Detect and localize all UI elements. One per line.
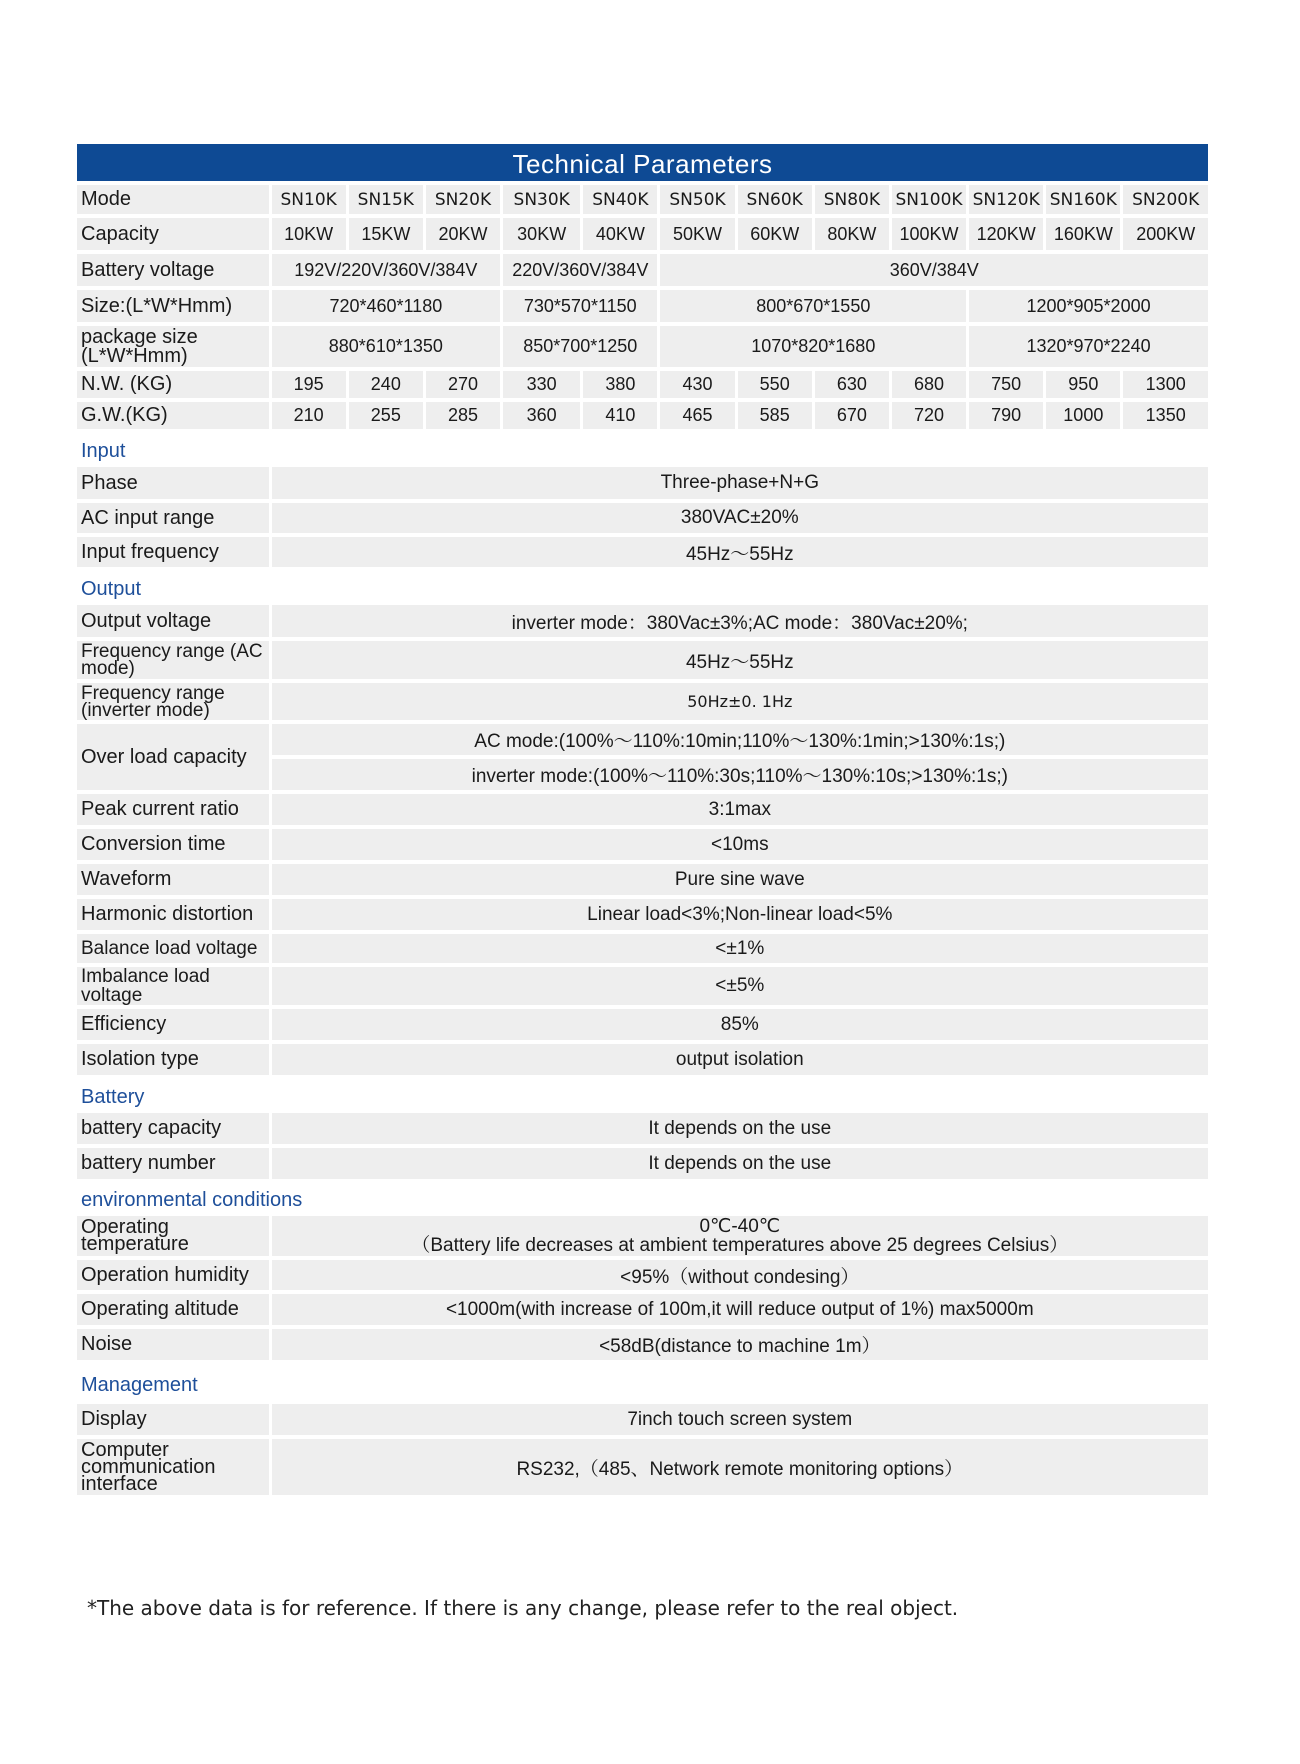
temperature-note: （Battery life decreases at ambient temperatures above 25 degrees Celsius）	[411, 1235, 1069, 1256]
communication-interface-label: Computer communication interface	[77, 1439, 269, 1495]
spec-row	[77, 1294, 1208, 1325]
environment-section-row	[77, 1183, 1208, 1212]
management-section-row	[77, 1364, 1208, 1400]
isolation-type-value: output isolation	[272, 1044, 1208, 1075]
footnote: *The above data is for reference. If there is any change, please refer to the real object.	[87, 1596, 959, 1620]
output-section-row	[77, 571, 1208, 601]
nw-cell: 380	[583, 371, 657, 398]
capacity-cell: 60KW	[738, 218, 812, 250]
overload-label: Over load capacity	[77, 724, 269, 790]
peak-current-label: Peak current ratio	[77, 794, 269, 825]
battery-voltage-label: Battery voltage	[77, 254, 269, 286]
package-size-label: package size (L*W*Hmm)	[77, 326, 269, 367]
imbalance-load-value: <±5%	[272, 967, 1208, 1005]
battery-capacity-label: battery capacity	[77, 1113, 269, 1144]
spec-row	[77, 503, 1208, 533]
nw-cell: 680	[892, 371, 966, 398]
input-frequency-label: Input frequency	[77, 537, 269, 567]
gw-cell: 1000	[1046, 402, 1120, 429]
spec-row	[77, 1044, 1208, 1075]
spec-row	[77, 967, 1208, 1005]
balance-load-label: Balance load voltage	[77, 934, 269, 963]
model-cell: SN100K	[892, 185, 966, 214]
output-voltage-label: Output voltage	[77, 605, 269, 637]
nw-cell: 1300	[1123, 371, 1208, 398]
peak-current-value: 3:1max	[272, 794, 1208, 825]
nw-cell: 240	[349, 371, 423, 398]
efficiency-label: Efficiency	[77, 1009, 269, 1040]
noise-value: <58dB(distance to machine 1m）	[272, 1329, 1208, 1360]
size-cell: 1200*905*2000	[969, 290, 1208, 322]
page-title: Technical Parameters	[77, 144, 1208, 181]
capacity-cell: 15KW	[349, 218, 423, 250]
spec-row	[77, 899, 1208, 930]
battery-number-label: battery number	[77, 1148, 269, 1179]
model-cell: SN15K	[349, 185, 423, 214]
size-label: Size:(L*W*Hmm)	[77, 290, 269, 322]
battery-number-value: It depends on the use	[272, 1148, 1208, 1179]
nw-cell: 270	[426, 371, 500, 398]
management-heading: Management	[77, 1364, 1208, 1400]
isolation-type-label: Isolation type	[77, 1044, 269, 1075]
ac-input-range-value: 380VAC±20%	[272, 503, 1208, 533]
spec-row	[77, 605, 1208, 637]
imbalance-load-label: Imbalance load voltage	[77, 967, 269, 1005]
gw-cell: 790	[969, 402, 1043, 429]
capacity-cell: 40KW	[583, 218, 657, 250]
model-cell: SN80K	[815, 185, 889, 214]
spec-row	[77, 934, 1208, 963]
model-cell: SN120K	[969, 185, 1043, 214]
conversion-time-value: <10ms	[272, 829, 1208, 860]
size-cell: 800*670*1550	[660, 290, 966, 322]
model-cell: SN160K	[1046, 185, 1120, 214]
model-cell: SN40K	[583, 185, 657, 214]
model-cell: SN50K	[660, 185, 734, 214]
display-label: Display	[77, 1404, 269, 1435]
harmonic-distortion-label: Harmonic distortion	[77, 899, 269, 930]
gw-cell: 360	[503, 402, 580, 429]
mode-label: Mode	[77, 185, 269, 214]
gw-row	[77, 402, 1208, 429]
nw-cell: 550	[738, 371, 812, 398]
efficiency-value: 85%	[272, 1009, 1208, 1040]
model-cell: SN30K	[503, 185, 580, 214]
spec-row	[77, 829, 1208, 860]
nw-cell: 950	[1046, 371, 1120, 398]
communication-interface-value: RS232,（485、Network remote monitoring options）	[272, 1439, 1208, 1495]
spec-row	[77, 1009, 1208, 1040]
gw-cell: 1350	[1123, 402, 1208, 429]
spec-row	[77, 1439, 1208, 1495]
conversion-time-label: Conversion time	[77, 829, 269, 860]
spec-row	[77, 1148, 1208, 1179]
nw-cell: 630	[815, 371, 889, 398]
spec-row	[77, 683, 1208, 720]
gw-cell: 465	[660, 402, 734, 429]
package-size-cell: 850*700*1250	[503, 326, 657, 367]
gw-cell: 255	[349, 402, 423, 429]
nw-cell: 195	[272, 371, 346, 398]
package-size-row	[77, 326, 1208, 367]
spec-row	[77, 537, 1208, 567]
model-cell: SN60K	[738, 185, 812, 214]
operating-altitude-value: <1000m(with increase of 100m,it will reduce output of 1%) max5000m	[272, 1294, 1208, 1325]
spec-row	[77, 794, 1208, 825]
freq-inverter-label: Frequency range (inverter mode)	[77, 683, 269, 720]
battery-capacity-value: It depends on the use	[272, 1113, 1208, 1144]
temperature-range: 0℃-40℃	[699, 1216, 781, 1237]
phase-label: Phase	[77, 467, 269, 499]
spec-row	[77, 724, 1208, 755]
model-cell: SN20K	[426, 185, 500, 214]
gw-cell: 720	[892, 402, 966, 429]
gw-cell: 210	[272, 402, 346, 429]
gw-label: G.W.(KG)	[77, 402, 269, 429]
gw-cell: 285	[426, 402, 500, 429]
nw-cell: 430	[660, 371, 734, 398]
operating-temperature-value	[272, 1216, 1208, 1256]
spec-row	[77, 641, 1208, 679]
operation-humidity-value: <95%（without condesing）	[272, 1260, 1208, 1290]
output-voltage-value: inverter mode：380Vac±3%;AC mode：380Vac±20%;	[272, 605, 1208, 637]
freq-ac-label: Frequency range (AC mode)	[77, 641, 269, 679]
overload-ac-value: AC mode:(100%～110%:10min;110%～130%:1min;>130%:1s;)	[272, 724, 1208, 755]
spec-sheet	[77, 144, 1208, 1499]
capacity-cell: 200KW	[1123, 218, 1208, 250]
gw-cell: 670	[815, 402, 889, 429]
balance-load-value: <±1%	[272, 934, 1208, 963]
nw-cell: 330	[503, 371, 580, 398]
capacity-cell: 100KW	[892, 218, 966, 250]
input-heading: Input	[77, 433, 1208, 463]
capacity-cell: 30KW	[503, 218, 580, 250]
capacity-cell: 120KW	[969, 218, 1043, 250]
battery-section-row	[77, 1079, 1208, 1109]
spec-row	[77, 864, 1208, 895]
display-value: 7inch touch screen system	[272, 1404, 1208, 1435]
package-size-cell: 1320*970*2240	[969, 326, 1208, 367]
capacity-cell: 80KW	[815, 218, 889, 250]
mode-row	[77, 185, 1208, 214]
spec-table	[74, 181, 1211, 1499]
gw-cell: 410	[583, 402, 657, 429]
phase-value: Three-phase+N+G	[272, 467, 1208, 499]
battery-voltage-cell: 192V/220V/360V/384V	[272, 254, 500, 286]
battery-voltage-row	[77, 254, 1208, 286]
spec-row	[77, 467, 1208, 499]
capacity-cell: 20KW	[426, 218, 500, 250]
nw-row	[77, 371, 1208, 398]
operating-temperature-label: Operating temperature	[77, 1216, 269, 1256]
capacity-label: Capacity	[77, 218, 269, 250]
noise-label: Noise	[77, 1329, 269, 1360]
environment-heading: environmental conditions	[77, 1183, 1208, 1212]
package-size-cell: 1070*820*1680	[660, 326, 966, 367]
size-cell: 720*460*1180	[272, 290, 500, 322]
size-row	[77, 290, 1208, 322]
freq-ac-value: 45Hz～55Hz	[272, 641, 1208, 679]
input-section-row	[77, 433, 1208, 463]
spec-row	[77, 1216, 1208, 1256]
battery-heading: Battery	[77, 1079, 1208, 1109]
battery-voltage-cell: 360V/384V	[660, 254, 1208, 286]
capacity-cell: 160KW	[1046, 218, 1120, 250]
capacity-cell: 10KW	[272, 218, 346, 250]
overload-inverter-value: inverter mode:(100%～110%:30s;110%～130%:10s;>130%:1s;)	[272, 759, 1208, 790]
operating-altitude-label: Operating altitude	[77, 1294, 269, 1325]
nw-cell: 750	[969, 371, 1043, 398]
freq-inverter-value: 50Hz±0. 1Hz	[272, 683, 1208, 720]
spec-row	[77, 1113, 1208, 1144]
capacity-cell: 50KW	[660, 218, 734, 250]
model-cell: SN200K	[1123, 185, 1208, 214]
size-cell: 730*570*1150	[503, 290, 657, 322]
operation-humidity-label: Operation humidity	[77, 1260, 269, 1290]
capacity-row	[77, 218, 1208, 250]
harmonic-distortion-value: Linear load<3%;Non-linear load<5%	[272, 899, 1208, 930]
battery-voltage-cell: 220V/360V/384V	[503, 254, 657, 286]
spec-row	[77, 1260, 1208, 1290]
ac-input-range-label: AC input range	[77, 503, 269, 533]
input-frequency-value: 45Hz～55Hz	[272, 537, 1208, 567]
spec-row	[77, 1329, 1208, 1360]
output-heading: Output	[77, 571, 1208, 601]
waveform-label: Waveform	[77, 864, 269, 895]
spec-row	[77, 1404, 1208, 1435]
package-size-cell: 880*610*1350	[272, 326, 500, 367]
model-cell: SN10K	[272, 185, 346, 214]
nw-label: N.W. (KG)	[77, 371, 269, 398]
gw-cell: 585	[738, 402, 812, 429]
waveform-value: Pure sine wave	[272, 864, 1208, 895]
